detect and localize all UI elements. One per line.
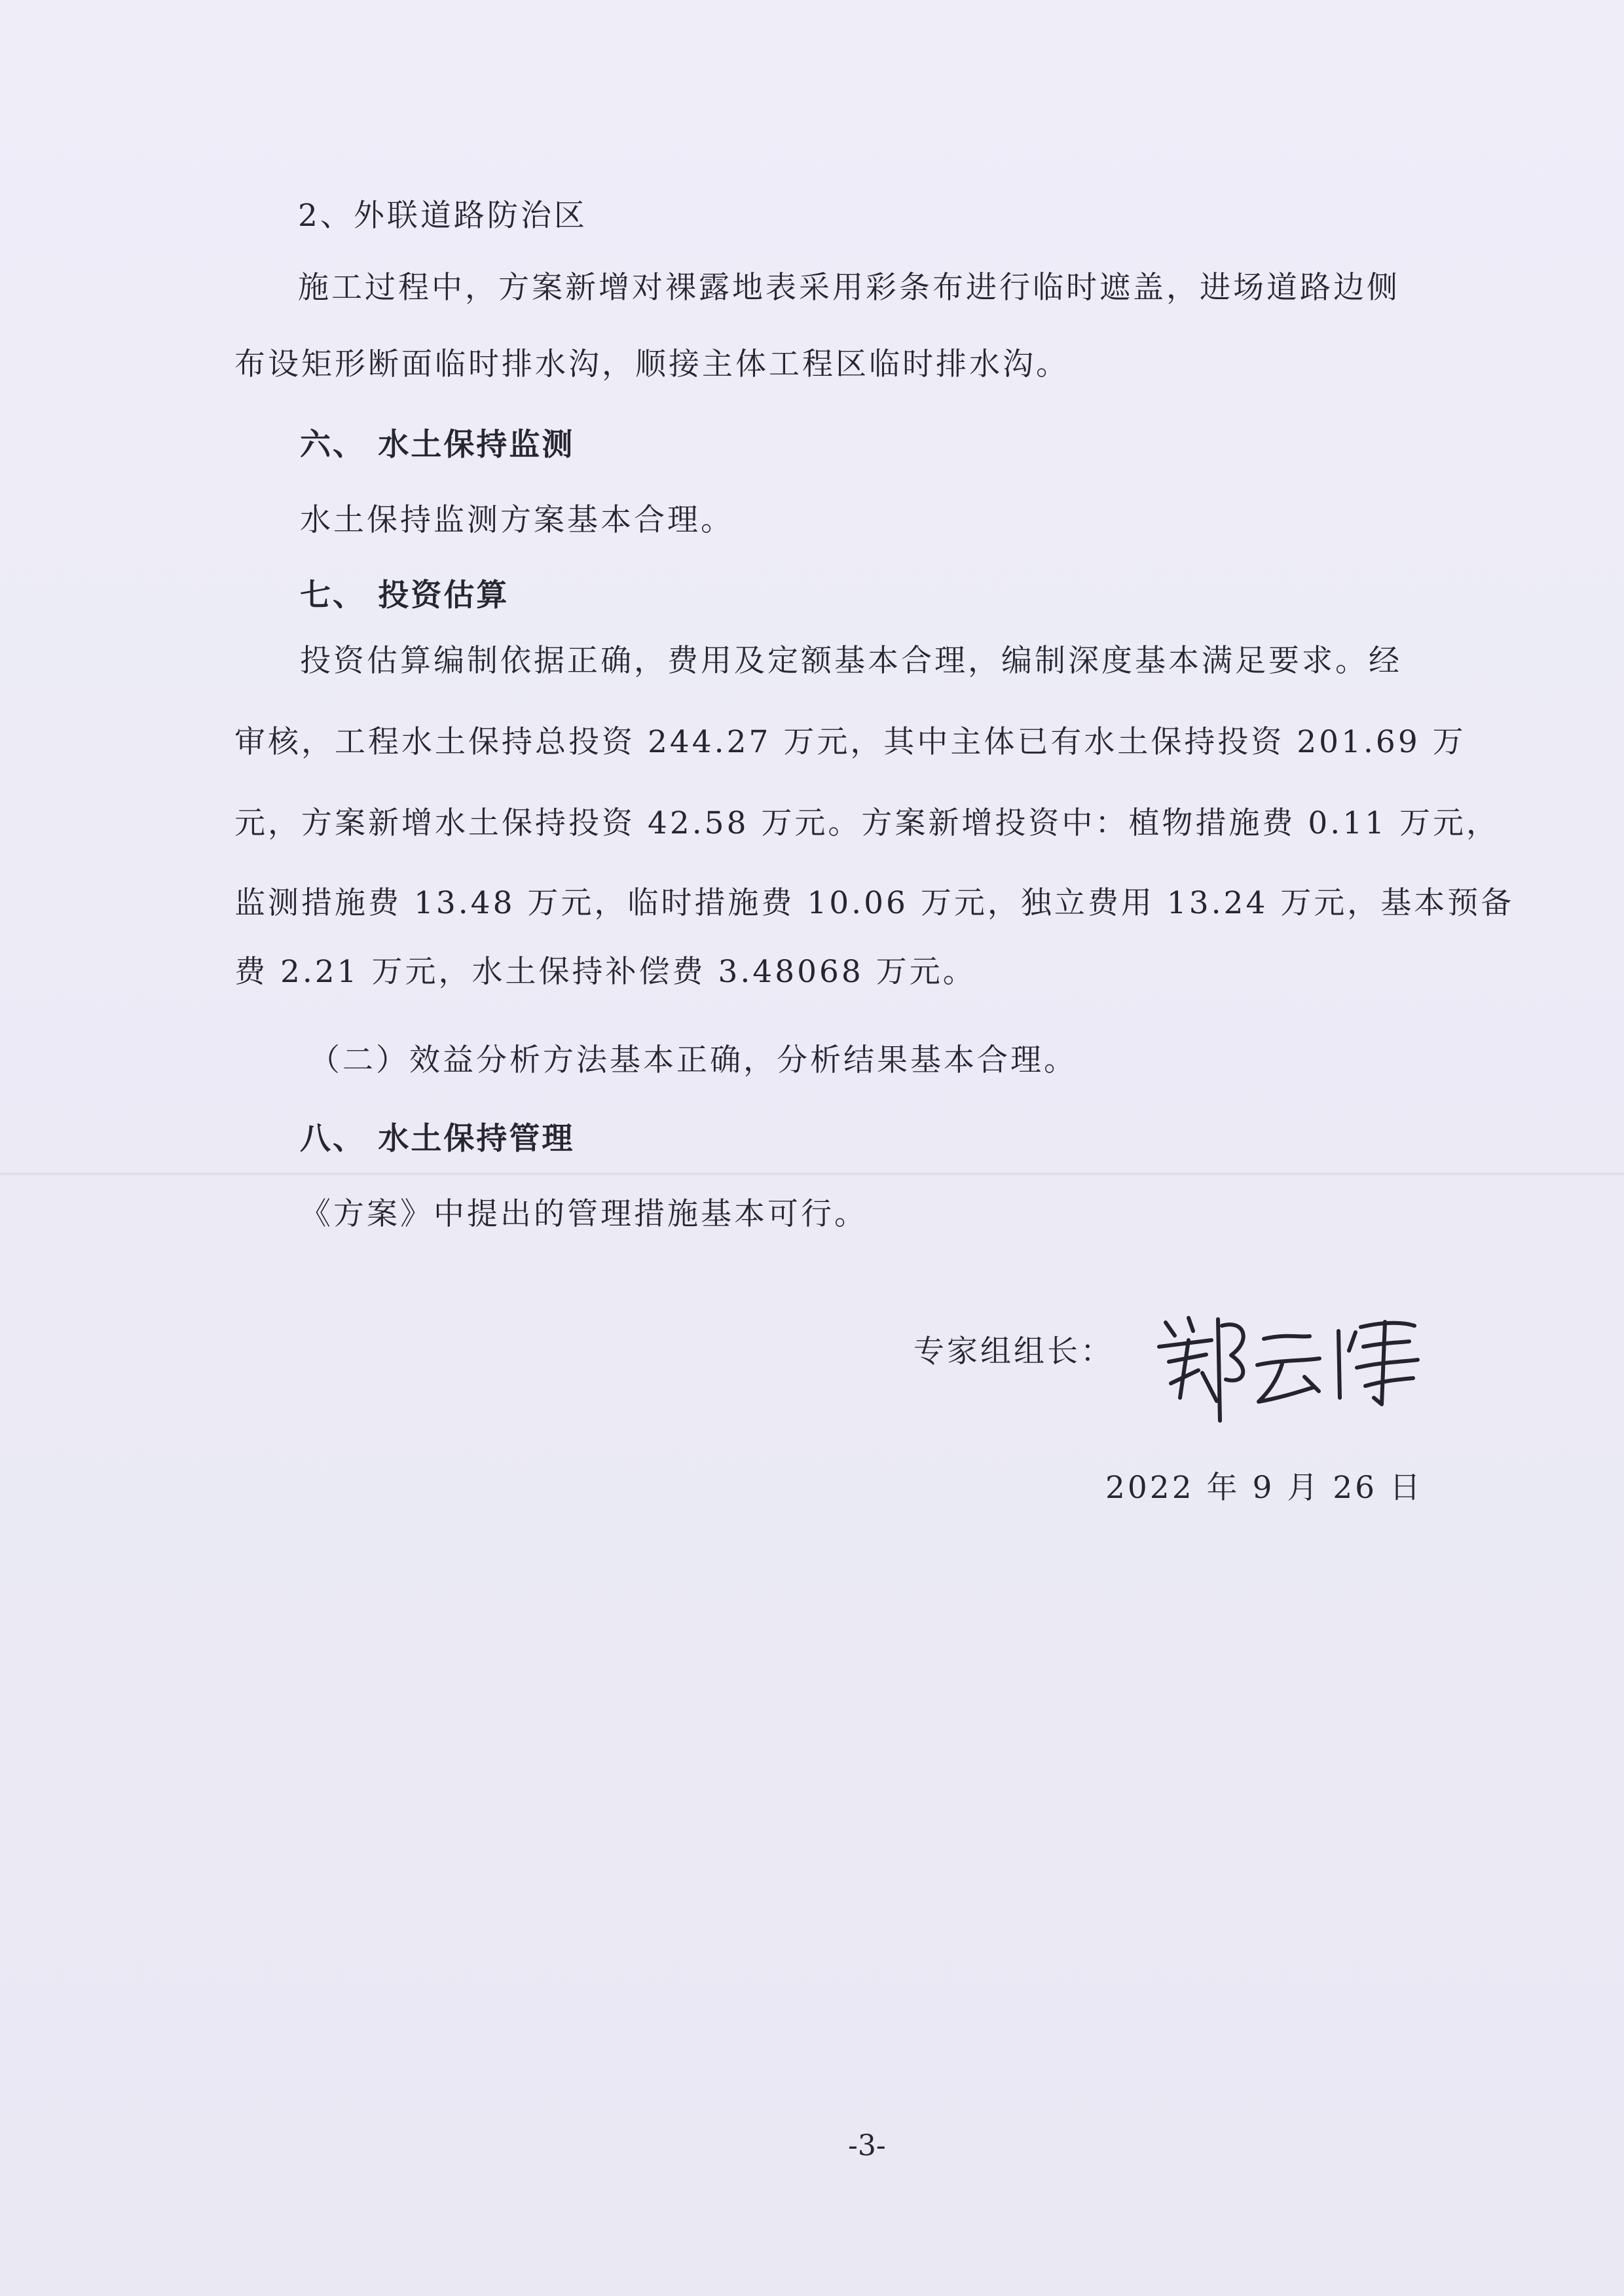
page-number: -3- (848, 2129, 886, 2162)
heading-six: 六、 水土保持监测 (300, 427, 575, 463)
section-2-body-line-2: 布设矩形断面临时排水沟，顺接主体工程区临时排水沟。 (234, 346, 1069, 382)
paper-fold-line (0, 1172, 1624, 1176)
heading-seven: 七、 投资估算 (300, 577, 509, 613)
heading-seven-body-line-1: 投资估算编制依据正确，费用及定额基本合理，编制深度基本满足要求。经 (300, 643, 1402, 679)
section-2-title: 2、外联道路防治区 (298, 198, 587, 234)
signature-label: 专家组组长： (913, 1334, 1114, 1370)
benefit-analysis-line: （二）效益分析方法基本正确，分析结果基本合理。 (309, 1042, 1077, 1078)
heading-seven-body-line-5: 费 2.21 万元，水土保持补偿费 3.48068 万元。 (234, 954, 976, 990)
heading-seven-body-line-3: 元，方案新增水土保持投资 42.58 万元。方案新增投资中：植物措施费 0.11 万元， (234, 805, 1500, 841)
document-date: 2022 年 9 月 26 日 (1105, 1470, 1424, 1506)
heading-eight-body: 《方案》中提出的管理措施基本可行。 (300, 1196, 868, 1232)
heading-seven-body-line-2: 审核，工程水土保持总投资 244.27 万元，其中主体已有水土保持投资 201.69 万 (234, 724, 1466, 760)
heading-eight: 八、 水土保持管理 (300, 1121, 575, 1157)
heading-six-body: 水土保持监测方案基本合理。 (300, 502, 734, 538)
handwritten-signature (1153, 1300, 1428, 1430)
heading-seven-body-line-4: 监测措施费 13.48 万元，临时措施费 10.06 万元，独立费用 13.24 万元，基本预备 (234, 885, 1515, 921)
section-2-body-line-1: 施工过程中，方案新增对裸露地表采用彩条布进行临时遮盖，进场道路边侧 (298, 270, 1400, 306)
